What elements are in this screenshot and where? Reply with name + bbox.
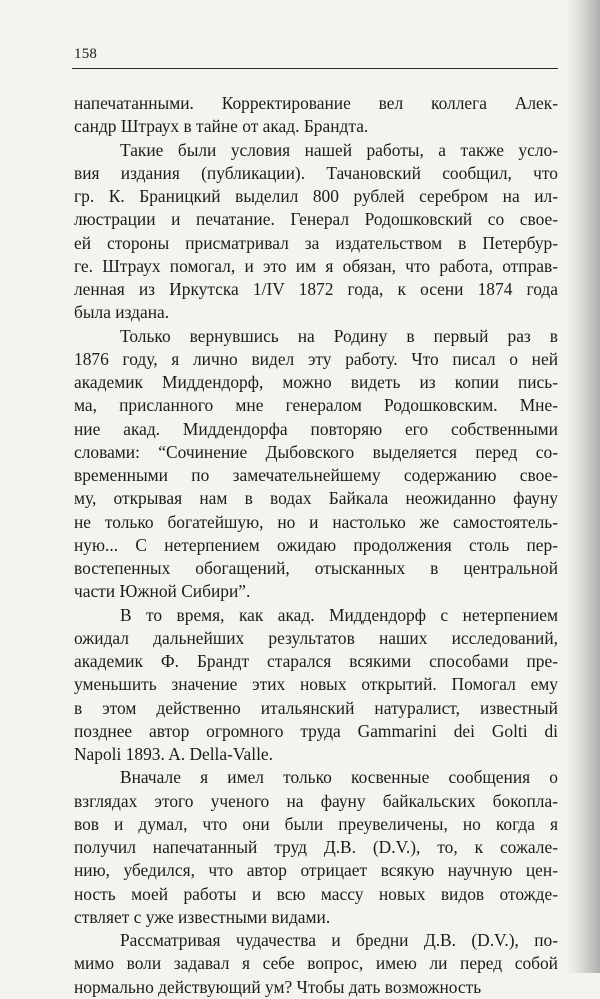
paragraph <box>74 604 558 767</box>
text-line: нию, убедился, что автор отрицает всякую научную цен- <box>74 860 558 881</box>
text-line: не только богатейшую, но и настолько же самостоятель- <box>74 511 558 532</box>
text-line: В то время, как акад. Миддендорф с нетерпением <box>120 604 558 625</box>
text-line: востепенных обогащений, отысканных в центральной <box>74 558 558 578</box>
text-line: мимо воли задавал я себе вопрос, имею ли перед собой <box>74 953 558 974</box>
text-line: му, открывая нам в водах Байкала неожиданно фауну <box>74 488 558 509</box>
text-line: словами: “Сочинение Дыбовского выделяется перед со- <box>74 441 558 462</box>
text-line: ей стороны присматривал за издательством в Петербур- <box>74 232 558 253</box>
text-line: вов и думал, что они были преувеличены, но когда я <box>74 813 558 834</box>
paragraph <box>74 929 558 999</box>
text-line: гр. К. Браницкий выделил 800 рублей серебром на ил- <box>74 186 558 206</box>
text-line: ожидал дальнейших результатов наших исследований, <box>74 627 558 648</box>
text-line: ную... С нетерпением ожидаю продолжения столь пер- <box>74 534 558 555</box>
paragraph <box>74 92 558 139</box>
paragraph <box>74 139 558 325</box>
text-line: части Южной Сибири”. <box>74 581 251 602</box>
paragraph <box>74 766 558 929</box>
text-line: в этом действенно итальянский натуралист, известный <box>74 697 558 718</box>
body-text <box>74 92 558 999</box>
page-number: 158 <box>74 46 98 62</box>
text-line: нормально действующий ум? Чтобы дать возможность <box>74 976 482 997</box>
text-line: академик Миддендорф, можно видеть из копии пись- <box>74 372 558 392</box>
text-line: позднее автор огромного труда Gammarini dei Golti di <box>74 720 558 741</box>
page-edge-shadow <box>566 0 600 973</box>
text-line: ге. Штраух помогал, и это им я обязан, что работа, отправ- <box>74 255 558 276</box>
text-line: Такие были условия нашей работы, а также усло- <box>120 139 558 160</box>
text-line: ность моей работы и всю массу новых видов отожде- <box>74 883 558 904</box>
text-line: ленная из Иркутска 1/IV 1872 года, к осени 1874 года <box>74 279 558 299</box>
text-line: 1876 году, я лично видел эту работу. Что писал о ней <box>74 348 558 369</box>
text-line: уменьшить значение этих новых открытий. Помогал ему <box>74 674 558 695</box>
text-line: Вначале я имел только косвенные сообщения о <box>120 767 558 788</box>
header-rule <box>72 68 558 69</box>
text-line: люстрации и печатание. Генерал Родошковский со свое- <box>74 209 558 230</box>
text-line: напечатанными. Корректирование вел коллега Алек- <box>74 93 558 113</box>
text-line: вия издания (публикации). Тачановский сообщил, что <box>74 162 558 183</box>
text-line: Napoli 1893. A. Della-Valle. <box>74 744 273 764</box>
text-line: сандр Штраух в тайне от акад. Брандта. <box>74 116 369 137</box>
text-line: академик Ф. Брандт старался всякими способами пре- <box>74 651 558 671</box>
text-line: взглядах этого ученого на фауну байкальских бокопла- <box>74 790 558 811</box>
paragraph <box>74 325 558 604</box>
text-line: ма, присланного мне генералом Родошковским. Мне- <box>74 395 558 416</box>
text-line: получил напечатанный труд Д.В. (D.V.), то, к сожале- <box>74 837 558 857</box>
text-line: ние акад. Миддендорфа повторяю его собственными <box>74 418 558 439</box>
text-line: временными по замечательнейшему содержанию свое- <box>74 465 558 485</box>
text-line: была издана. <box>74 302 170 323</box>
text-line: ствляет с уже известными видами. <box>74 906 331 927</box>
text-line: Рассматривая чудачества и бредни Д.В. (D.V.), по- <box>120 930 558 950</box>
text-line: Только вернувшись на Родину в первый раз в <box>120 325 558 346</box>
